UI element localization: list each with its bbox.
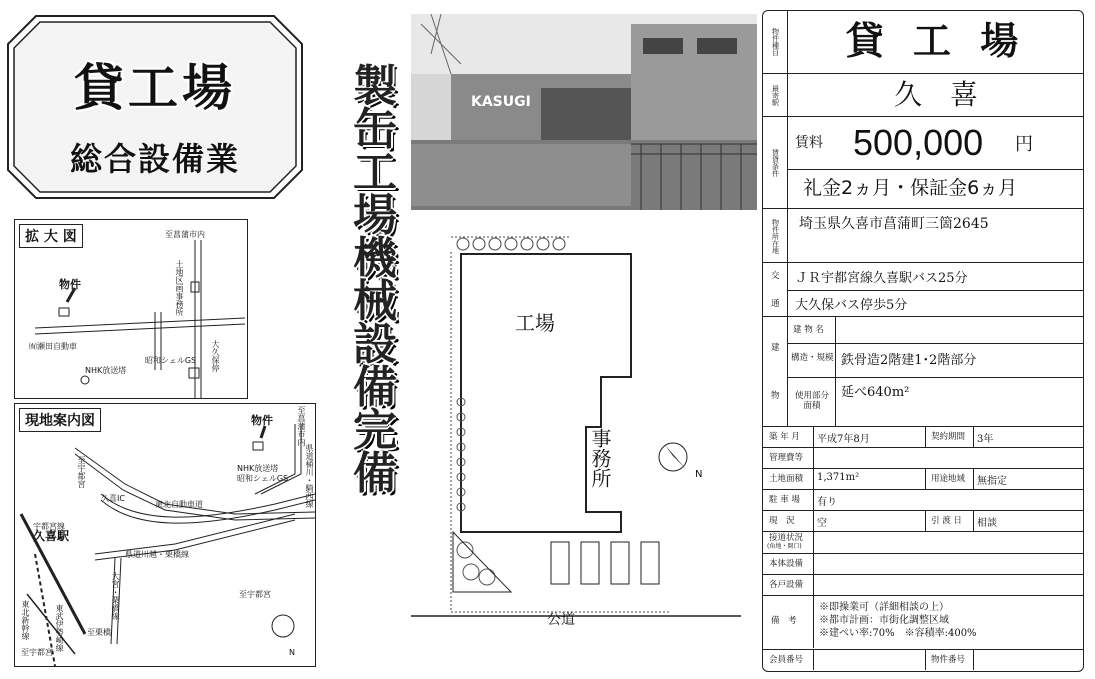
structure-value: 鉄骨造2階建1･2階部分 — [841, 353, 977, 368]
row-rent-terms — [763, 116, 1083, 209]
local-to-shobu-label: 至菖蒲市内 — [297, 406, 306, 446]
local-map — [14, 403, 316, 667]
factory-label: 工場 — [515, 311, 555, 335]
local-property-label: 物件 — [251, 414, 273, 427]
note-line-2: ※都市計画：市街化調整区域 — [819, 615, 949, 626]
usable-area-value: 延べ640m² — [841, 385, 910, 400]
row-location — [763, 208, 1083, 263]
public-road-label: 公道 — [547, 612, 575, 628]
office-label: 事務所 — [588, 428, 612, 488]
enlarged-map-label: 拡 大 図 — [19, 224, 83, 248]
site-plan-north-label: N — [695, 469, 703, 480]
site-plan — [411, 232, 741, 652]
row-built — [763, 426, 1083, 448]
parking-label: 駐 車 場 — [769, 495, 800, 505]
row-property-type — [763, 11, 1083, 73]
rent-label: 賃料 — [795, 135, 823, 151]
shell-gs-label: 昭和シェルGS — [145, 356, 197, 365]
local-map-label: 現地案内図 — [19, 408, 101, 432]
shinkansen-label: 東北新幹線 — [21, 600, 30, 640]
tohoku-expressway-label: 東北自動車道 — [155, 500, 203, 509]
banner-char: 械 — [353, 276, 397, 327]
to-utsunomiya-1-label: 至宇都宮 — [77, 456, 86, 488]
row-notes — [763, 595, 1083, 648]
kuki-station-label: 久喜駅 — [33, 529, 70, 543]
local-nhk-label: NHK放送塔 — [237, 464, 279, 473]
land-area-value: 1,371m² — [817, 472, 860, 483]
banner-char: 設 — [353, 319, 397, 370]
note-line-3: ※建ぺい率:70% ※容積率:400% — [819, 628, 977, 639]
contract-label: 契約期間 — [931, 432, 966, 442]
handover-value: 相談 — [977, 518, 997, 529]
note-line-1: ※即操業可（詳細相談の上） — [819, 602, 949, 613]
vertical-banner — [340, 61, 410, 605]
to-shobu-label: 至菖蒲市内 — [165, 230, 205, 239]
photo-sign-text: KASUGI — [471, 94, 531, 110]
transport-label-1: 交 — [771, 271, 780, 281]
station-label: 最寄駅 — [763, 74, 788, 117]
built-label: 築 年 月 — [769, 432, 800, 442]
row-road-access — [763, 531, 1083, 554]
rent-unit: 円 — [1015, 134, 1033, 155]
road-access-sub: (角地・開口) — [767, 543, 802, 550]
notes-label: 備 考 — [771, 616, 797, 626]
bus-stop-label: 大久保停 — [211, 340, 220, 372]
row-member-number — [763, 649, 1083, 670]
building-label-1: 建 — [771, 343, 780, 353]
route-omiya-label: 大宮・栗橋線 — [111, 572, 120, 620]
management-fee-label: 管理費等 — [769, 453, 804, 463]
property-type-label: 物件種目 — [763, 11, 788, 73]
transport-label-2: 通 — [771, 299, 780, 309]
unit-facilities-label: 各戸設備 — [769, 580, 804, 590]
local-north-label: N — [289, 648, 295, 657]
row-building — [763, 316, 1083, 427]
terms-label: 賃貸条件 — [763, 117, 788, 209]
site-plan-drawing — [411, 232, 741, 652]
row-management-fee — [763, 447, 1083, 469]
row-transport — [763, 262, 1083, 317]
route-okegawa-label: 県道桶川・騎西線 — [305, 444, 314, 508]
status-label: 現 況 — [769, 516, 795, 526]
transport-value-1: ＪＲ宇都宮線久喜駅バス25分 — [795, 271, 968, 286]
banner-char: 缶 — [353, 104, 397, 155]
banner-char: 工 — [353, 147, 397, 198]
to-utsunomiya-2-label: 至宇都宮 — [239, 590, 271, 599]
row-nearest-station — [763, 73, 1083, 117]
station-value: 久 喜 — [893, 78, 978, 111]
headline-subtitle: 総合設備業 — [69, 140, 240, 178]
row-current-status — [763, 510, 1083, 532]
location-label: 物件所在地 — [763, 209, 788, 263]
headline-title: 貸工場 — [74, 59, 236, 117]
handover-label: 引 渡 日 — [931, 516, 962, 526]
building-photo-image — [411, 14, 757, 210]
tobu-line-label: 東武伊勢崎線 — [55, 604, 64, 652]
land-office-label: 土地区画事務所 — [175, 260, 184, 316]
transport-value-2: 大久保バス停歩5分 — [795, 298, 908, 313]
to-utsunomiya-3-label: 至宇都宮 — [21, 648, 53, 657]
banner-char: 機 — [353, 233, 397, 284]
building-photo — [411, 14, 757, 210]
land-area-label: 土地面積 — [769, 474, 804, 484]
road-access-label: 接道状況 — [769, 533, 804, 543]
location-value: 埼玉県久喜市菖蒲町三箇2645 — [799, 216, 989, 232]
enlarged-map — [14, 219, 248, 399]
member-number-label: 会員番号 — [769, 655, 804, 665]
utsunomiya-line-label: 宇都宮線 — [33, 522, 65, 531]
nhk-tower-label: NHK放送塔 — [85, 366, 127, 375]
zoning-label: 用途地域 — [931, 474, 966, 484]
to-kurihashi-label: 至栗橋 — [87, 628, 111, 637]
status-value: 空 — [817, 518, 827, 529]
parking-value: 有り — [817, 497, 837, 508]
rent-value: 500,000 — [853, 122, 984, 163]
banner-char: 備 — [353, 448, 397, 499]
headline-badge — [6, 14, 304, 200]
built-value: 平成7年8月 — [817, 434, 870, 445]
local-shell-label: 昭和シェルGS — [237, 474, 289, 483]
kuki-ic-label: 久喜IC — [101, 494, 125, 503]
car-dealer-label: ㈲瀬田自動車 — [29, 342, 77, 351]
building-label-2: 物 — [771, 391, 780, 401]
property-type-value: 貸 工 場 — [845, 19, 1027, 63]
row-unit-facilities — [763, 574, 1083, 596]
main-facilities-label: 本体設備 — [769, 559, 804, 569]
property-number-label: 物件番号 — [931, 655, 966, 665]
banner-char: 完 — [353, 405, 397, 456]
banner-char: 場 — [353, 190, 397, 241]
usable-area-label: 使用部分面積 — [794, 391, 829, 411]
property-sheet — [762, 10, 1084, 672]
route-kawagoe-label: 県道川越・栗橋線 — [125, 550, 189, 559]
row-land-area — [763, 468, 1083, 490]
structure-label: 構造・規模 — [791, 353, 834, 363]
row-main-facilities — [763, 553, 1083, 575]
building-name-label: 建 物 名 — [793, 325, 824, 335]
banner-char: 製 — [353, 61, 397, 112]
enlarged-property-label: 物件 — [59, 278, 81, 291]
row-parking — [763, 489, 1083, 511]
banner-char: 備 — [353, 362, 397, 413]
zoning-value: 無指定 — [977, 476, 1007, 487]
deposit-terms: 礼金2ヵ月・保証金6ヵ月 — [803, 177, 1018, 199]
contract-value: 3年 — [977, 434, 994, 445]
